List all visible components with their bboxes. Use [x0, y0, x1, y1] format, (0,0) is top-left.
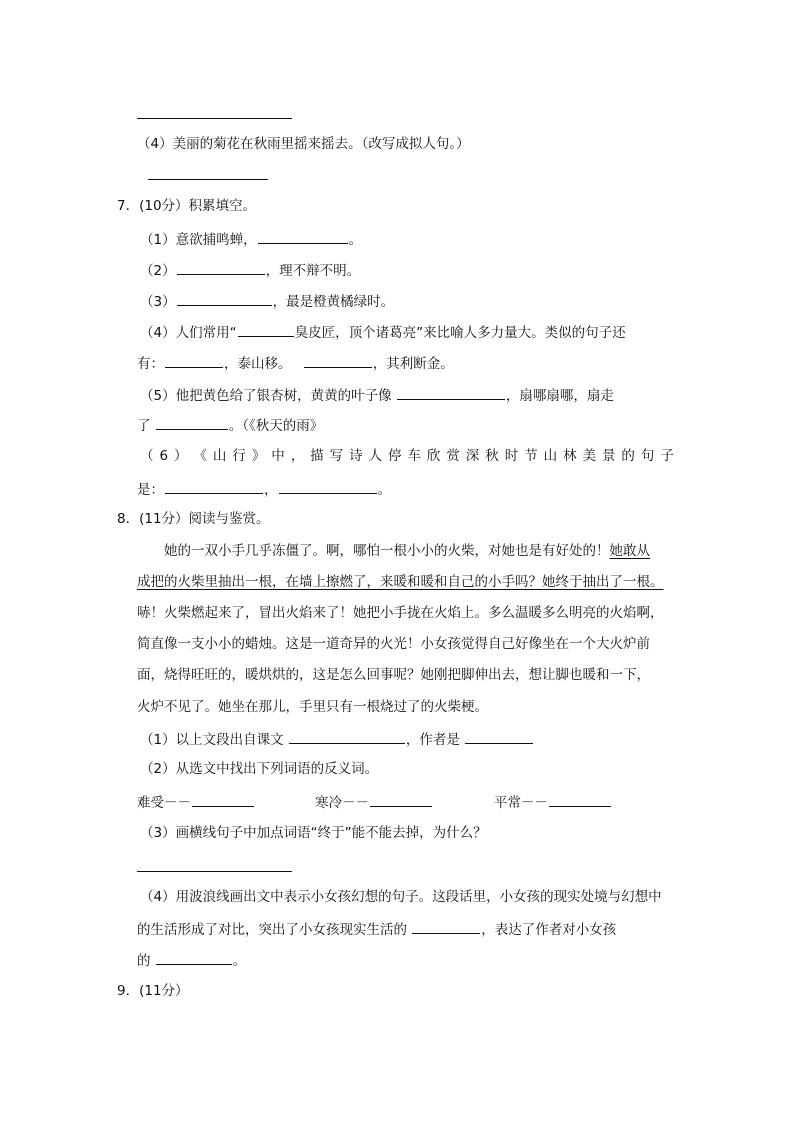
answer-blank[interactable] — [289, 729, 405, 744]
q7-item-5-text-b: ，扇哪扇哪，扇走 — [505, 388, 614, 404]
q7-item-6-char: 写 — [329, 448, 344, 464]
q7-item-5-text-d: 。（《秋天的雨》 — [228, 418, 324, 434]
q7-item-6-char: ， — [290, 448, 305, 464]
q7-item-6-char: 诗 — [349, 448, 363, 464]
q7-item-5-cont — [137, 415, 323, 435]
q8-passage-line-6: 火炉不见了。她坐在那儿，手里只有一根烧过了的火柴梗。 — [137, 699, 488, 715]
answer-blank[interactable] — [370, 792, 432, 807]
q7-item-6-char: 6 — [159, 448, 169, 464]
q7-item-4-text-e: ，其利断金。 — [372, 356, 454, 372]
q7-item-3-text: ，最是橙黄橘绿时。 — [272, 294, 395, 310]
q7-item-6-char: 景 — [601, 448, 616, 464]
antonym-word: 难受－－ — [137, 795, 191, 811]
q8-sub1 — [140, 729, 534, 749]
q8-sub4-text-c: ，表达了作者对小女孩 — [481, 922, 617, 938]
antonym-word: 平常－－ — [494, 795, 548, 811]
q7-item-5-text-a: （5）他把黄色给了银杏树，黄黄的叶子像 — [140, 388, 392, 404]
q7-item-2-text: ，理不辩不明。 — [265, 263, 361, 279]
q7-item-3-prefix: （3） — [140, 294, 176, 310]
q7-item-4 — [140, 322, 626, 342]
q7-item-4-cont — [137, 353, 454, 373]
q7-item-6-char: 林 — [563, 448, 577, 464]
q7-item-6-char: （ — [140, 448, 154, 464]
q8-sub4-cont2 — [137, 950, 246, 970]
q8-antonym-2 — [315, 792, 433, 812]
q7-item-6-char: 秋 — [485, 448, 499, 464]
q7-item-6-char: 停 — [387, 448, 402, 464]
q6-sub4: （4）美丽的菊花在秋雨里摇来摇去。（改写成拟人句。） — [137, 136, 470, 152]
q7-item-6-char: 》 — [251, 448, 266, 464]
q7-item-2 — [140, 260, 360, 280]
q7-heading: 7．(10分）积累填空。 — [117, 198, 257, 214]
q7-item-6-char: 赏 — [446, 448, 460, 464]
answer-blank[interactable] — [192, 792, 254, 807]
q7-item-4-text-b: 臭皮匠，顶个诸葛亮”来比喻人多力量大。类似的句子还 — [294, 325, 626, 341]
q8-passage-line-1 — [164, 542, 650, 560]
q7-item-6-char: 人 — [368, 448, 383, 464]
q8-sub4: （4）用波浪线画出文中表示小女孩幻想的句子。这段话里，小女孩的现实处境与幻想中 — [140, 889, 662, 905]
q7-item-6-char: 中 — [271, 448, 285, 464]
q8-sub3: （3）画横线句子中加点词语“终于”能不能去掉，为什么？ — [140, 825, 487, 841]
answer-blank[interactable] — [279, 479, 377, 494]
q7-item-4-text-a: （4）人们常用“ — [140, 325, 237, 341]
answer-blank[interactable] — [165, 353, 223, 368]
q8-sub4-text-d: 的 — [137, 953, 151, 969]
answer-blank[interactable] — [258, 229, 348, 244]
q7-item-3 — [140, 291, 394, 311]
q8-passage-line-4: 简直像一支小小的蜡烛。这是一道奇异的火光！小女孩觉得自己好像坐在一个大火炉前 — [137, 636, 650, 652]
q7-item-6-char: ） — [174, 448, 188, 464]
answer-blank[interactable] — [177, 291, 272, 306]
q7-item-5-text-c: 了 — [137, 418, 151, 434]
q7-item-6-text-d: 。 — [377, 482, 391, 498]
q7-item-2-prefix: （2） — [140, 263, 176, 279]
q7-item-6-char: 欣 — [426, 448, 441, 464]
answer-blank[interactable] — [397, 385, 505, 400]
q7-item-1-text: （1）意欲捕鸣蝉， — [140, 232, 257, 248]
q8-sub4-text-b: 的生活形成了对比，突出了小女孩现实生活的 — [137, 922, 407, 938]
q8-sub1-author: ，作者是 — [405, 732, 460, 748]
q7-item-6-char: 山 — [543, 448, 558, 464]
q7-item-6-char: 的 — [621, 448, 635, 464]
q7-item-6-char: 美 — [582, 448, 597, 464]
answer-blank[interactable] — [156, 950, 232, 965]
q7-item-6-char: 行 — [232, 448, 246, 464]
q7-item-6-text-c: ， — [264, 482, 278, 498]
q8-sub1-text: （1）以上文段出自课文 — [140, 732, 284, 748]
q9-heading: 9．(11分） — [117, 983, 189, 999]
answer-blank[interactable] — [165, 479, 263, 494]
q8-sub4-text-e: 。 — [232, 953, 247, 969]
q7-item-5 — [140, 385, 614, 405]
q8-sub4-cont — [137, 919, 616, 939]
answer-blank[interactable] — [304, 353, 372, 368]
q7-item-6-char: 山 — [212, 448, 227, 464]
q8-antonym-1 — [137, 792, 255, 812]
q7-item-6-char: 时 — [504, 448, 519, 464]
q8-underlined-sentence: 她敢从 — [609, 543, 650, 559]
q8-passage-text: 她的一双小手几乎冻僵了。啊，哪怕一根小小的火柴，对她也是有好处的！ — [164, 543, 610, 559]
q7-item-4-text-d: ，泰山移。 — [224, 356, 292, 372]
q8-underlined-sentence: 成把的火柴里抽出一根，在墙上擦燃了，来暖和暖和自己的小手吗？她终于抽出了一根。 — [137, 574, 664, 590]
q8-heading: 8．(11分）阅读与鉴赏。 — [117, 511, 270, 527]
q7-item-1-end: 。 — [348, 232, 363, 248]
q7-item-6-char: 车 — [407, 448, 421, 464]
q7-item-6-char: 《 — [193, 448, 207, 464]
answer-blank[interactable] — [156, 415, 228, 430]
q7-item-6-char: 节 — [524, 448, 538, 464]
answer-line[interactable] — [137, 871, 292, 872]
q7-item-6-char: 描 — [310, 448, 324, 464]
q8-passage-line-5: 面，烧得旺旺的，暖烘烘的，这是怎么回事呢？她刚把脚伸出去，想让脚也暖和一下， — [137, 667, 650, 683]
antonym-word: 寒冷－－ — [315, 795, 369, 811]
q7-item-6-char: 句 — [640, 448, 655, 464]
answer-line[interactable] — [148, 179, 268, 180]
q7-item-6 — [140, 447, 674, 465]
q7-item-6-char: 子 — [660, 448, 674, 464]
answer-blank[interactable] — [412, 919, 480, 934]
answer-blank[interactable] — [238, 322, 294, 337]
q7-item-1 — [140, 229, 362, 249]
q8-passage-line-3: 哧！火柴燃起来了，冒出火焰来了！她把小手拢在火焰上。多么温暖多么明亮的火焰啊， — [137, 605, 664, 621]
answer-blank[interactable] — [549, 792, 611, 807]
q7-item-6-text-b: 是： — [137, 482, 164, 498]
q7-item-6-cont — [137, 479, 391, 499]
answer-blank[interactable] — [177, 260, 265, 275]
q7-item-6-char: 深 — [465, 448, 480, 464]
q7-item-4-text-c: 有： — [137, 356, 164, 372]
q8-sub2: （2）从选文中找出下列词语的反义词。 — [140, 761, 379, 777]
answer-line[interactable] — [137, 118, 292, 119]
q8-antonym-3 — [494, 792, 612, 812]
answer-blank[interactable] — [465, 729, 533, 744]
